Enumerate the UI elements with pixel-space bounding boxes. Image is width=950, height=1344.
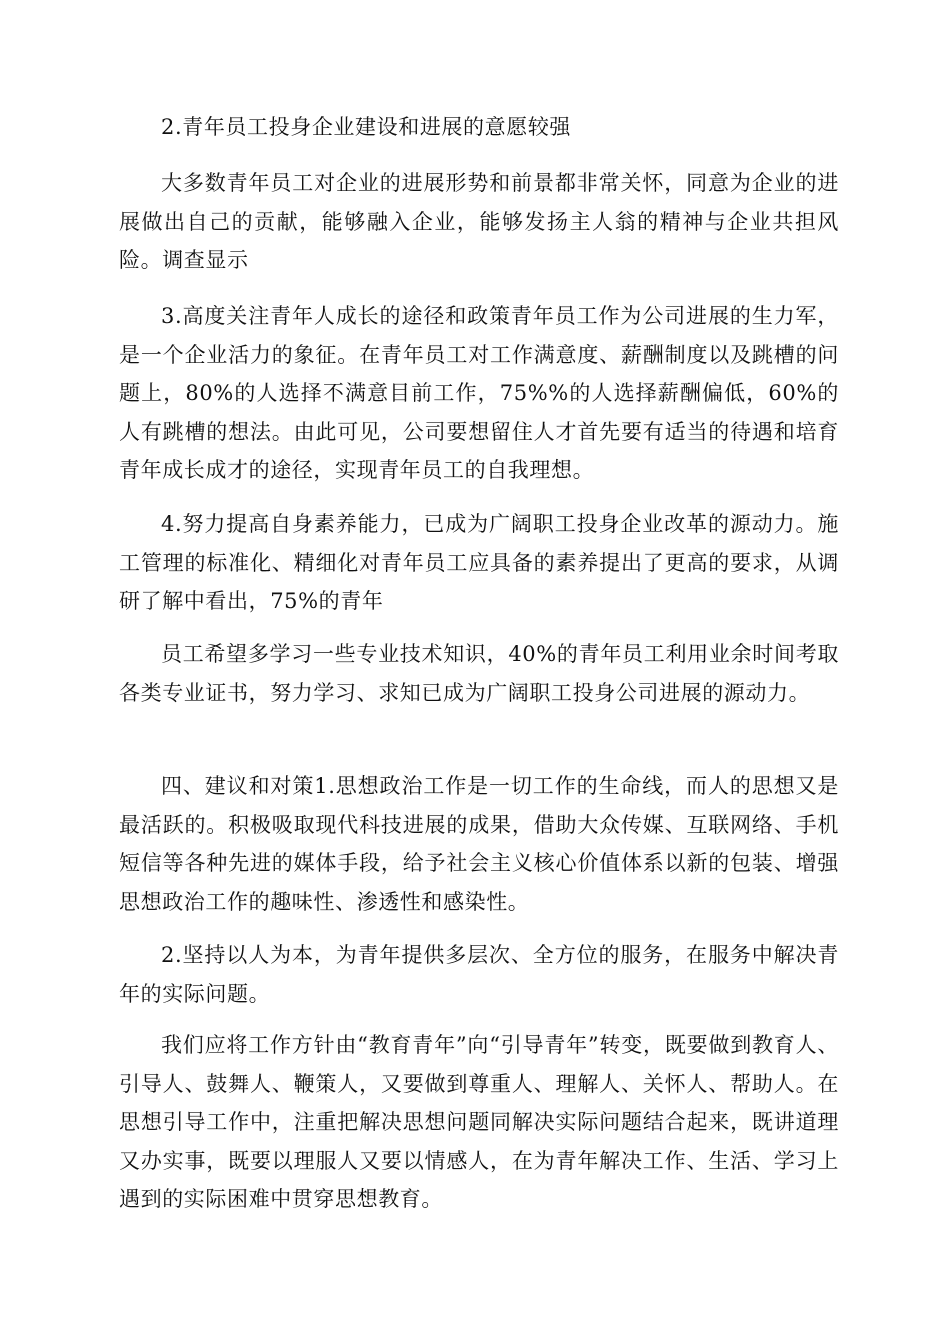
paragraph-willingness: 大多数青年员工对企业的进展形势和前景都非常关怀，同意为企业的进展做出自己的贡献，能够融入企业，能够发扬主人翁的精神与企业共担风险。调查显示 [119, 171, 839, 272]
paragraph-section-4: 四、建议和对策1.思想政治工作是一切工作的生命线，而人的思想又是最活跃的。积极吸取现代科技进展的成果，借助大众传媒、互联网络、手机短信等各种先进的媒体手段，给予社会主义核心价值体系以新的包装、增强思想政治工作的趣味性、渗透性和感染性。 [119, 774, 839, 914]
paragraph-heading-2: 2.青年员工投身企业建设和进展的意愿较强 [161, 115, 572, 139]
paragraph-study: 员工希望多学习一些专业技术知识，40%的青年员工利用业余时间考取各类专业证书，努力学习、求知已成为广阔职工投身公司进展的源动力。 [119, 642, 839, 705]
paragraph-heading-4: 4.努力提高自身素养能力，已成为广阔职工投身企业改革的源动力。施工管理的标准化、精细化对青年员工应具备的素养提出了更高的要求，从调研了解中看出，75%的青年 [119, 512, 839, 613]
paragraph-guidance: 我们应将工作方针由“教育青年”向“引导青年”转变，既要做到教育人、引导人、鼓舞人、鞭策人，又要做到尊重人、理解人、关怀人、帮助人。在思想引导工作中，注重把解决思想问题同解决实际问题结合起来，既讲道理又办实事，既要以理服人又要以情感人，在为青年解决工作、生活、学习上遇到的实际困难中贯穿思想教育。 [119, 1033, 839, 1211]
paragraph-heading-3: 3.高度关注青年人成长的途径和政策青年员工作为公司进展的生力军，是一个企业活力的象征。在青年员工对工作满意度、薪酬制度以及跳槽的问题上，80%的人选择不满意目前工作，75%%的人选择薪酬偏低，60%的人有跳槽的想法。由此可见，公司要想留住人才首先要有适当的待遇和培育青年成长成才的途径，实现青年员工的自我理想。 [119, 304, 839, 482]
paragraph-people-oriented: 2.坚持以人为本，为青年提供多层次、全方位的服务，在服务中解决青年的实际问题。 [119, 943, 839, 1006]
